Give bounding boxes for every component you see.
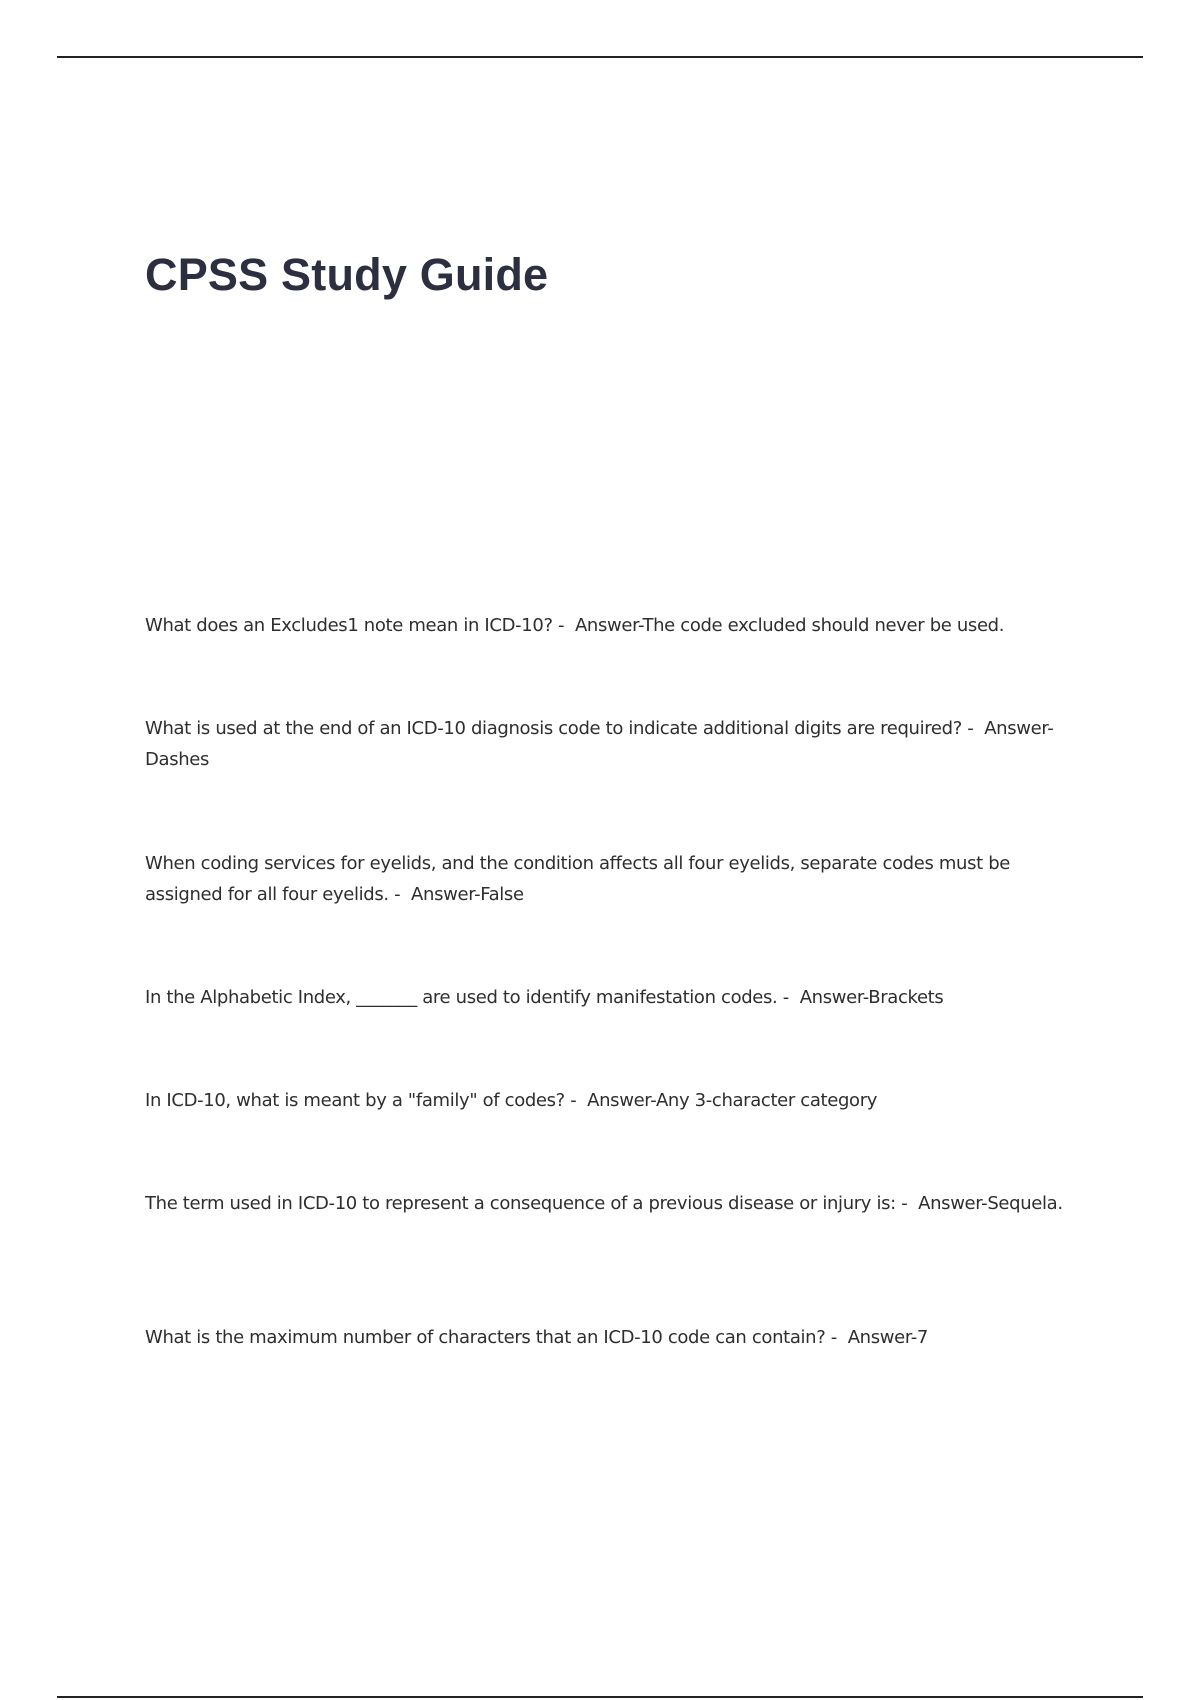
- answer-text: Answer-False: [411, 884, 524, 905]
- qa-item: [145, 713, 1085, 775]
- qa-separator: -: [961, 718, 985, 739]
- answer-text: Answer-Any 3-character category: [587, 1090, 878, 1111]
- answer-text: Answer-The code excluded should never be used.: [574, 615, 1005, 636]
- qa-item: [145, 610, 1085, 641]
- qa-item: [145, 848, 1085, 910]
- question-text: In ICD-10, what is meant by a "family" of codes?: [145, 1090, 565, 1111]
- answer-text: Answer-7: [847, 1327, 928, 1348]
- page-title: CPSS Study Guide: [145, 249, 549, 300]
- question-text: When coding services for eyelids, and the condition affects all four eyelids, separate codes must be assigned for all four eyelids.: [145, 853, 1011, 905]
- qa-separator: -: [825, 1327, 848, 1348]
- question-text: What is the maximum number of characters that an ICD-10 code can contain?: [145, 1327, 826, 1348]
- qa-separator: -: [895, 1193, 919, 1214]
- qa-separator: -: [564, 1090, 588, 1111]
- answer-text: Answer-Dashes: [145, 718, 1054, 770]
- footer-divider: [57, 1696, 1143, 1698]
- question-text: The term used in ICD-10 to represent a consequence of a previous disease or injury is:: [145, 1193, 896, 1214]
- qa-item: [145, 982, 1085, 1013]
- qa-separator: -: [388, 884, 412, 905]
- qa-item: [145, 1188, 1085, 1219]
- qa-separator: -: [777, 987, 800, 1008]
- qa-separator: -: [552, 615, 575, 636]
- question-text: What is used at the end of an ICD-10 diagnosis code to indicate additional digits are required?: [145, 718, 962, 739]
- qa-item: [145, 1322, 1085, 1353]
- question-text: What does an Excludes1 note mean in ICD-10?: [145, 615, 553, 636]
- qa-item: [145, 1085, 1085, 1116]
- header-divider: [57, 56, 1143, 58]
- answer-text: Answer-Brackets: [799, 987, 944, 1008]
- question-text: In the Alphabetic Index, _______ are used to identify manifestation codes.: [145, 987, 778, 1008]
- answer-text: Answer-Sequela.: [918, 1193, 1063, 1214]
